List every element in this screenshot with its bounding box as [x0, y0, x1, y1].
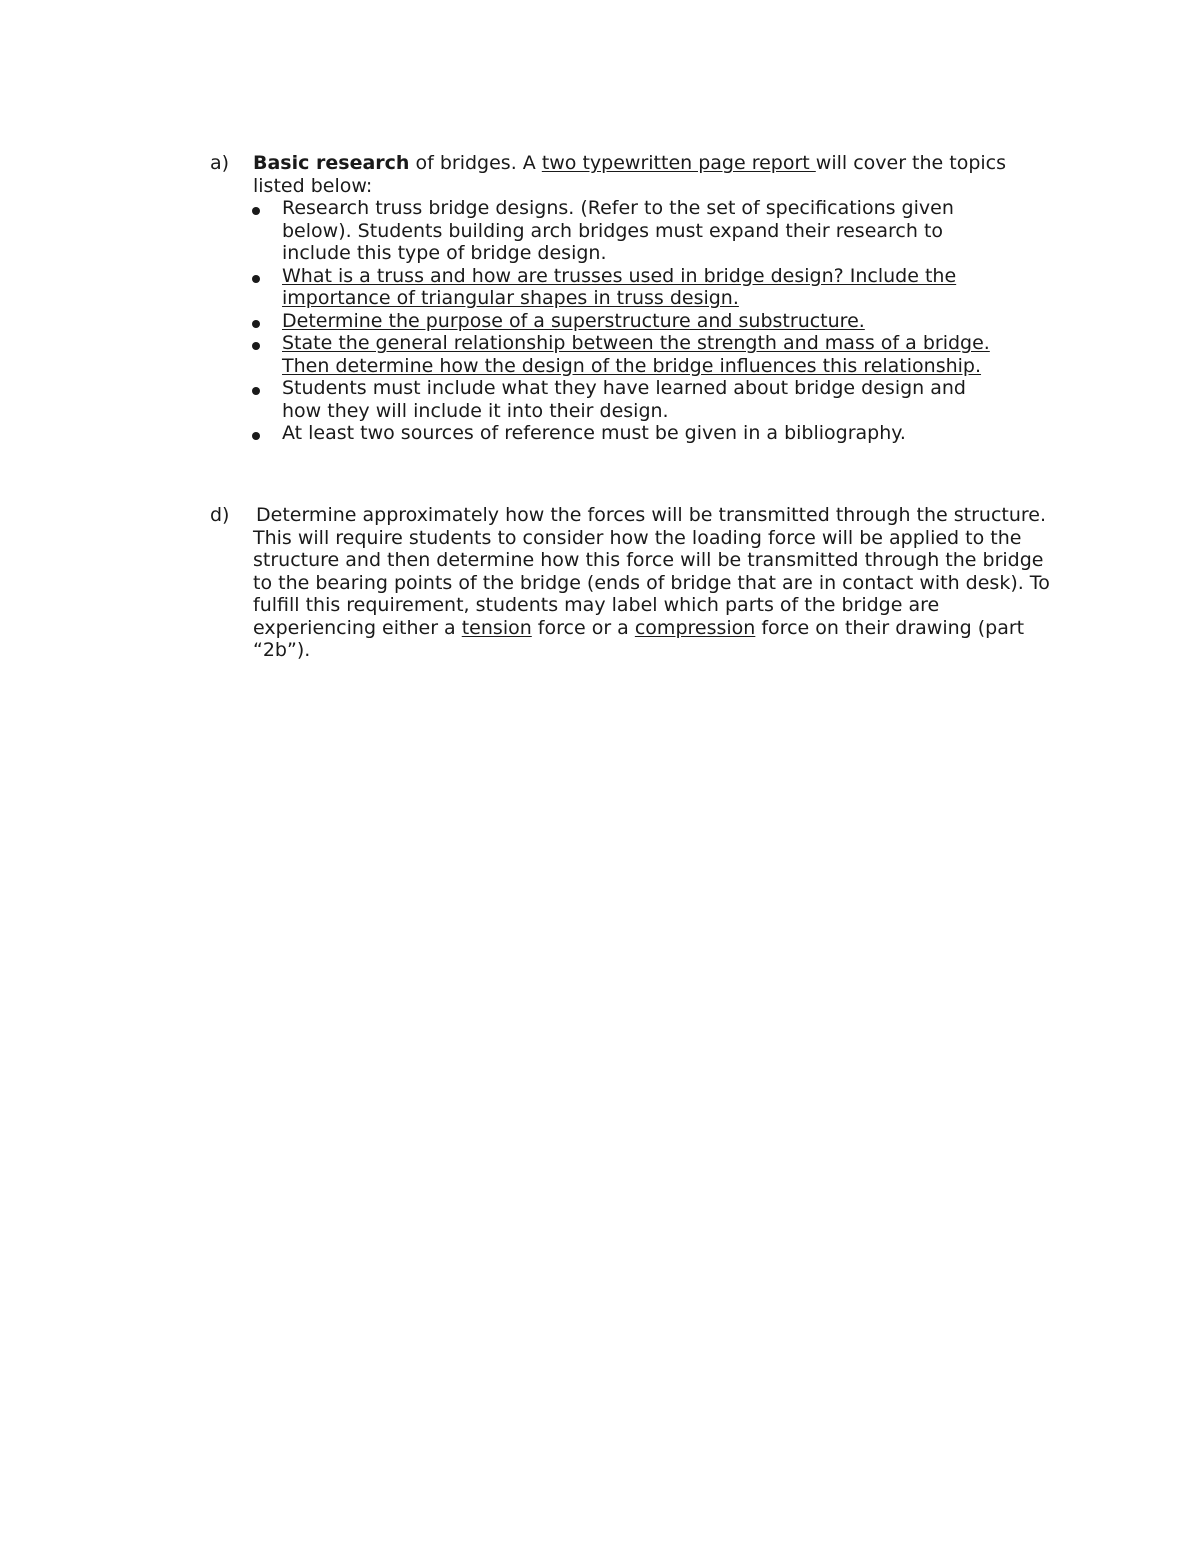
- bullet-icon: [252, 207, 260, 215]
- section-a: [210, 152, 1060, 445]
- basic-research-heading: Basic research: [253, 152, 410, 174]
- report-length-underlined: two typewritten page report: [541, 152, 816, 174]
- bullet-text: State the general relationship between the strength and mass of a bridge. Then determine how the design of the bridge influences this relationship.: [282, 332, 990, 377]
- section-a-body: [253, 152, 1060, 445]
- bullet-icon: [252, 320, 260, 328]
- list-item: [253, 265, 1002, 310]
- bullet-text: At least two sources of reference must be given in a bibliography.: [282, 422, 906, 444]
- bullet-icon: [252, 342, 260, 350]
- list-item: [253, 197, 1002, 265]
- list-item: [253, 310, 1002, 333]
- bullet-icon: [252, 275, 260, 283]
- forces-text-1: Determine approximately how the forces will be transmitted through the structure. This will require students to consider how the loading force will be applied to the structure and then determine how this force will be transmitted through the bridge to the bearing points of the bridge (ends of bridge that are in contact with desk). To fulfill this requirement, students may label which parts of the bridge are experiencing either a: [253, 504, 1050, 639]
- forces-text-2: force or a: [531, 616, 635, 639]
- bullet-text: Students must include what they have learned about bridge design and how they will include it into their design.: [282, 377, 966, 422]
- section-d-marker: d): [210, 504, 230, 526]
- list-item: [253, 332, 1002, 377]
- intro-text-2: will cover the topics listed below:: [253, 152, 1007, 197]
- compression-term: compression: [634, 616, 756, 639]
- section-d: [210, 504, 1060, 662]
- section-d-body: [253, 504, 1060, 662]
- intro-text-1: of bridges. A: [409, 152, 542, 174]
- tension-term: tension: [461, 616, 532, 639]
- bullet-text: What is a truss and how are trusses used in bridge design? Include the importance of triangular shapes in truss design.: [282, 264, 957, 309]
- forces-text-3: force on their drawing (part “2b”).: [253, 616, 1025, 661]
- section-a-marker: a): [210, 152, 230, 174]
- list-item: [253, 422, 1002, 445]
- topic-bullet-list: [253, 197, 1060, 445]
- section-a-intro: [253, 152, 1060, 197]
- bullet-icon: [252, 387, 260, 395]
- bullet-text: Determine the purpose of a superstructure and substructure.: [282, 309, 865, 332]
- bullet-text: Research truss bridge designs. (Refer to the set of specifications given below). Students building arch bridges must expand their research to include this type of bridge design.: [282, 197, 954, 264]
- bullet-icon: [252, 432, 260, 440]
- list-item: [253, 377, 1002, 422]
